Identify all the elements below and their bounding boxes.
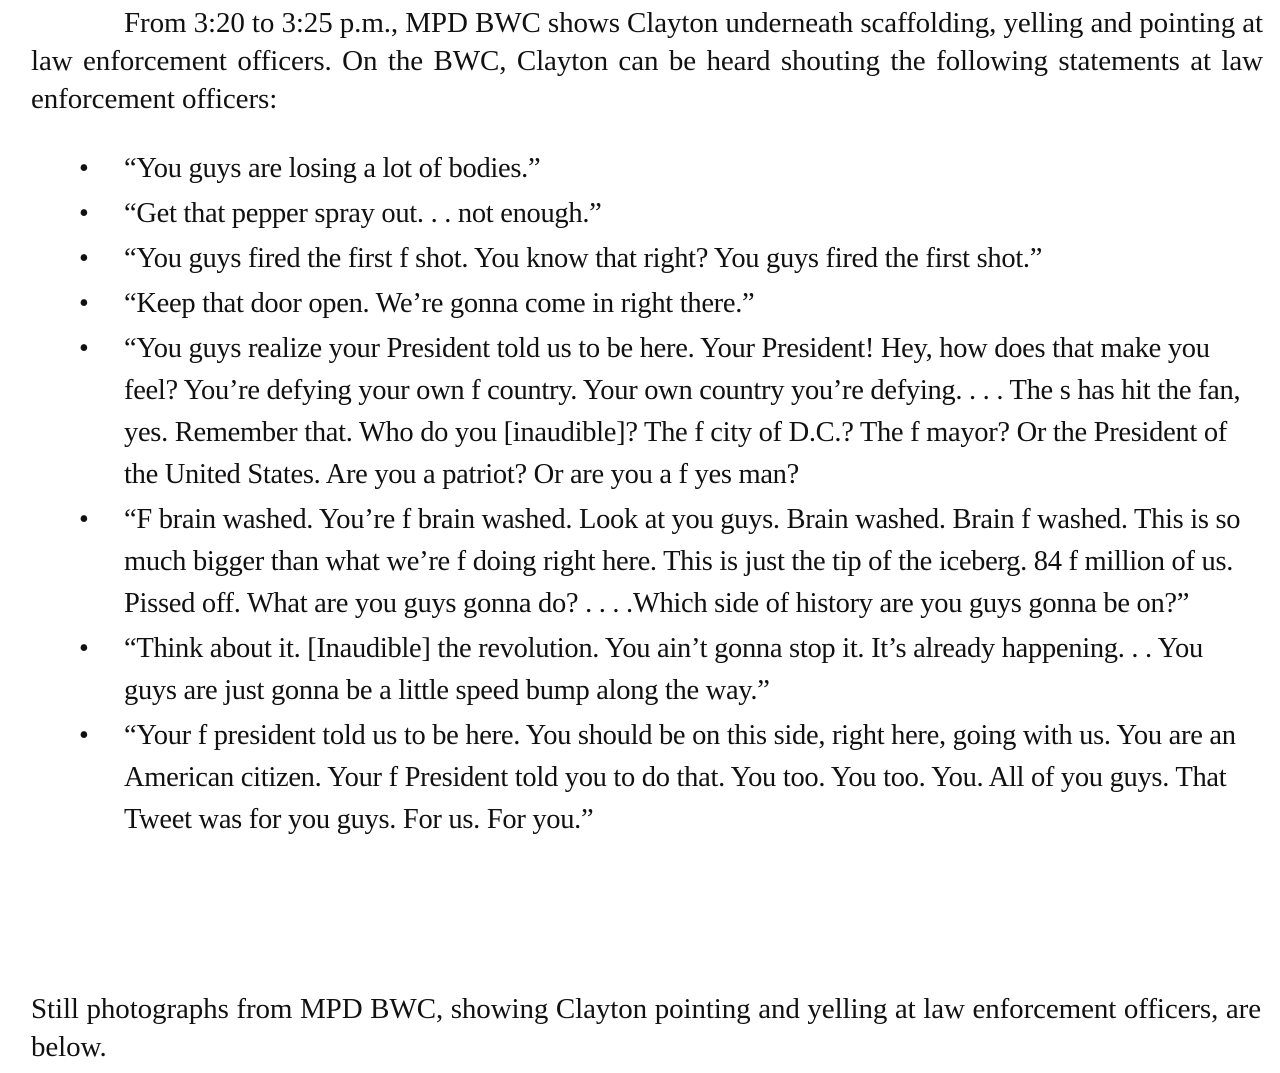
quote-item [0, 283, 1280, 325]
quote-text: “F brain washed. You’re f brain washed. Look at you guys. Brain washed. Brain f washed. This is so much bigger than what we’re f doing right here. This is just the tip of the iceberg. 84 f million of us. Pissed off. What are you guys gonna do? . . . .Which side of history are you guys gonna be on?” [124, 504, 1241, 619]
quote-text: “You guys fired the first f shot. You know that right? You guys fired the first shot.” [124, 243, 1043, 274]
quote-text: “Keep that door open. We’re gonna come in right there.” [124, 288, 755, 319]
quote-list [0, 148, 1280, 844]
closing-paragraph: Still photographs from MPD BWC, showing Clayton pointing and yelling at law enforcement officers, are below. [31, 993, 1261, 1063]
bullet-icon: • [79, 504, 89, 535]
quote-text: “Get that pepper spray out. . . not enough.” [124, 198, 602, 229]
quote-item [0, 328, 1280, 496]
quote-item [0, 193, 1280, 235]
bullet-icon: • [79, 333, 89, 364]
quote-text: “Your f president told us to be here. You should be on this side, right here, going with us. You are an American citizen. Your f President told you to do that. You too. You too. You. All of you guys. That Tweet was for you guys. For us. For you.” [124, 720, 1236, 835]
bullet-icon: • [79, 288, 89, 319]
bullet-icon: • [79, 198, 89, 229]
quote-item [0, 628, 1280, 712]
quote-item [0, 148, 1280, 190]
bullet-icon: • [79, 633, 89, 664]
bullet-icon: • [79, 153, 89, 184]
quote-item [0, 499, 1280, 625]
quote-item [0, 238, 1280, 280]
quote-text: “You guys realize your President told us to be here. Your President! Hey, how does that make you feel? You’re defying your own f country. Your own country you’re defying. . . . The s has hit the fan, yes. Remember that. Who do you [inaudible]? The f city of D.C.? The f mayor? Or the President of the United States. Are you a patriot? Or are you a f yes man? [124, 333, 1241, 490]
intro-paragraph: From 3:20 to 3:25 p.m., MPD BWC shows Clayton underneath scaffolding, yelling and pointing at law enforcement officers. On the BWC, Clayton can be heard shouting the following statements at law enforcement officers: [31, 7, 1263, 115]
quote-text: “You guys are losing a lot of bodies.” [124, 153, 541, 184]
bullet-icon: • [79, 243, 89, 274]
quote-text: “Think about it. [Inaudible] the revolution. You ain’t gonna stop it. It’s already happening. . . You guys are just gonna be a little speed bump along the way.” [124, 633, 1203, 706]
bullet-icon: • [79, 720, 89, 751]
quote-item [0, 715, 1280, 841]
